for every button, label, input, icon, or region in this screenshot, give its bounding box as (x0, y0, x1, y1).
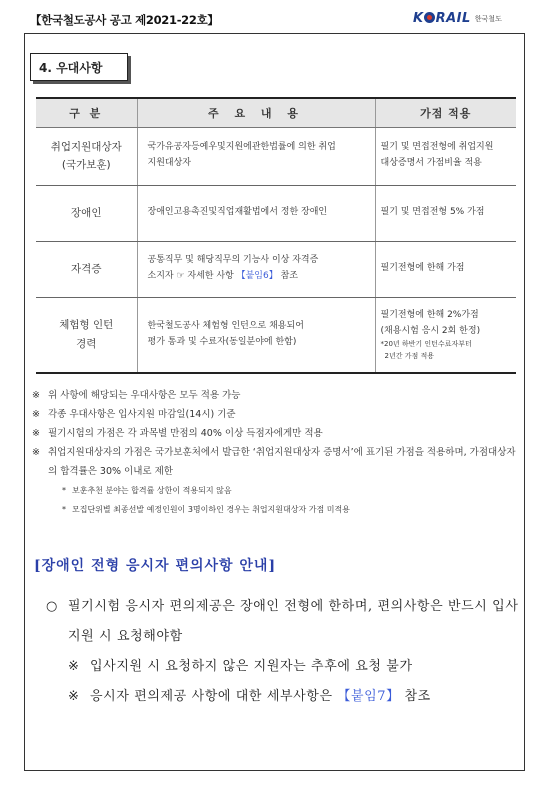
table-header-row (36, 98, 516, 127)
row-content: 장애인고용촉진및직업재활법에서 정한 장애인 (137, 185, 375, 241)
row-category: 자격증 (36, 241, 137, 297)
note-mark: ※ (68, 689, 80, 704)
logo-subtitle: 한국철도 (474, 14, 502, 23)
subnote-item: * 모집단위별 최종선발 예정인원이 3명이하인 경우는 취업지원대상자 가점 미적용 (30, 500, 518, 519)
apply-footnote: *20년 하반기 인턴수료자부터 2년간 가점 적용 (380, 340, 472, 360)
section-4-title: 4. 우대사항 (30, 53, 128, 81)
row-category: 체험형 인턴 경력 (36, 297, 137, 373)
table-row (36, 297, 516, 373)
disabled-section-title: [장애인 전형 응시자 편의사항 안내] (34, 558, 277, 574)
row-category: 취업지원대상자 (국가보훈) (36, 127, 137, 185)
sub-bullet: ※ 입사지원 시 요청하지 않은 지원자는 추후에 요청 불가 (46, 652, 524, 682)
header-content: 주 요 내 용 (137, 98, 375, 127)
note-mark: ※ (32, 447, 40, 458)
table-row (36, 241, 516, 297)
note-mark: ※ (32, 409, 40, 420)
note-mark: ※ (32, 390, 40, 401)
attachment-7-ref: 【붙임7】 (337, 689, 400, 704)
subnote-item: * 보훈추천 분야는 합격률 상한이 적용되지 않음 (30, 481, 518, 500)
header-category: 구 분 (36, 98, 137, 127)
note-item: ※ 각종 우대사항은 입사지원 마감일(14시) 기준 (30, 405, 518, 424)
attachment-6-ref: 【붙임6】 (236, 271, 278, 281)
preference-table (36, 97, 516, 374)
row-category: 장애인 (36, 185, 137, 241)
table-row (36, 185, 516, 241)
subnote-mark: * (62, 505, 66, 514)
note-item: ※ 필기시험의 가점은 각 과목별 만점의 40% 이상 득점자에게만 적용 (30, 424, 518, 443)
row-content: 공통직무 및 해당직무의 기능사 이상 자격증 소지자 ☞ 자세한 사항 【붙임6】 참조 (137, 241, 375, 297)
row-apply: 필기 및 면접전형 5% 가점 (375, 185, 516, 241)
korail-logo: K RAIL 한국철도 (413, 11, 502, 26)
main-bullet: ○ 필기시험 응시자 편의제공은 장애인 전형에 한하며, 편의사항은 반드시 입사지원 시 요청해야함 (46, 592, 524, 652)
table-row (36, 127, 516, 185)
note-item: ※ 취업지원대상자의 가점은 국가보훈처에서 발급한 ‘취업지원대상자 증명서’에 표기된 가점을 적용하며, 가점대상자의 합격률은 30% 이내로 제한 (30, 443, 518, 481)
disabled-section-body (46, 592, 524, 712)
row-apply: 필기전형에 한해 가점 (375, 241, 516, 297)
row-apply: 필기전형에 한해 2%가점 (채용시험 응시 2회 한정) *20년 하반기 인턴수료자부터 2년간 가점 적용 (375, 297, 516, 373)
note-mark: ※ (68, 659, 80, 674)
sub-bullet: ※ 응시자 편의제공 사항에 대한 세부사항은 【붙임7】 참조 (46, 682, 524, 712)
row-content: 국가유공자등예우및지원에관한법률에 의한 취업 지원대상자 (137, 127, 375, 185)
row-content: 한국철도공사 체험형 인턴으로 채용되어 평가 통과 및 수료자(동일분야에 한함) (137, 297, 375, 373)
subnote-mark: * (62, 486, 66, 495)
note-mark: ※ (32, 428, 40, 439)
header-apply: 가점 적용 (375, 98, 516, 127)
announcement-number: 【한국철도공사 공고 제2021-22호】 (30, 13, 219, 27)
row-apply: 필기 및 면접전형에 취업지원 대상증명서 가점비율 적용 (375, 127, 516, 185)
logo-circle-icon (424, 12, 435, 23)
notes-list (30, 386, 518, 519)
note-item: ※ 위 사항에 해당되는 우대사항은 모두 적용 가능 (30, 386, 518, 405)
circle-bullet-icon: ○ (46, 599, 58, 614)
